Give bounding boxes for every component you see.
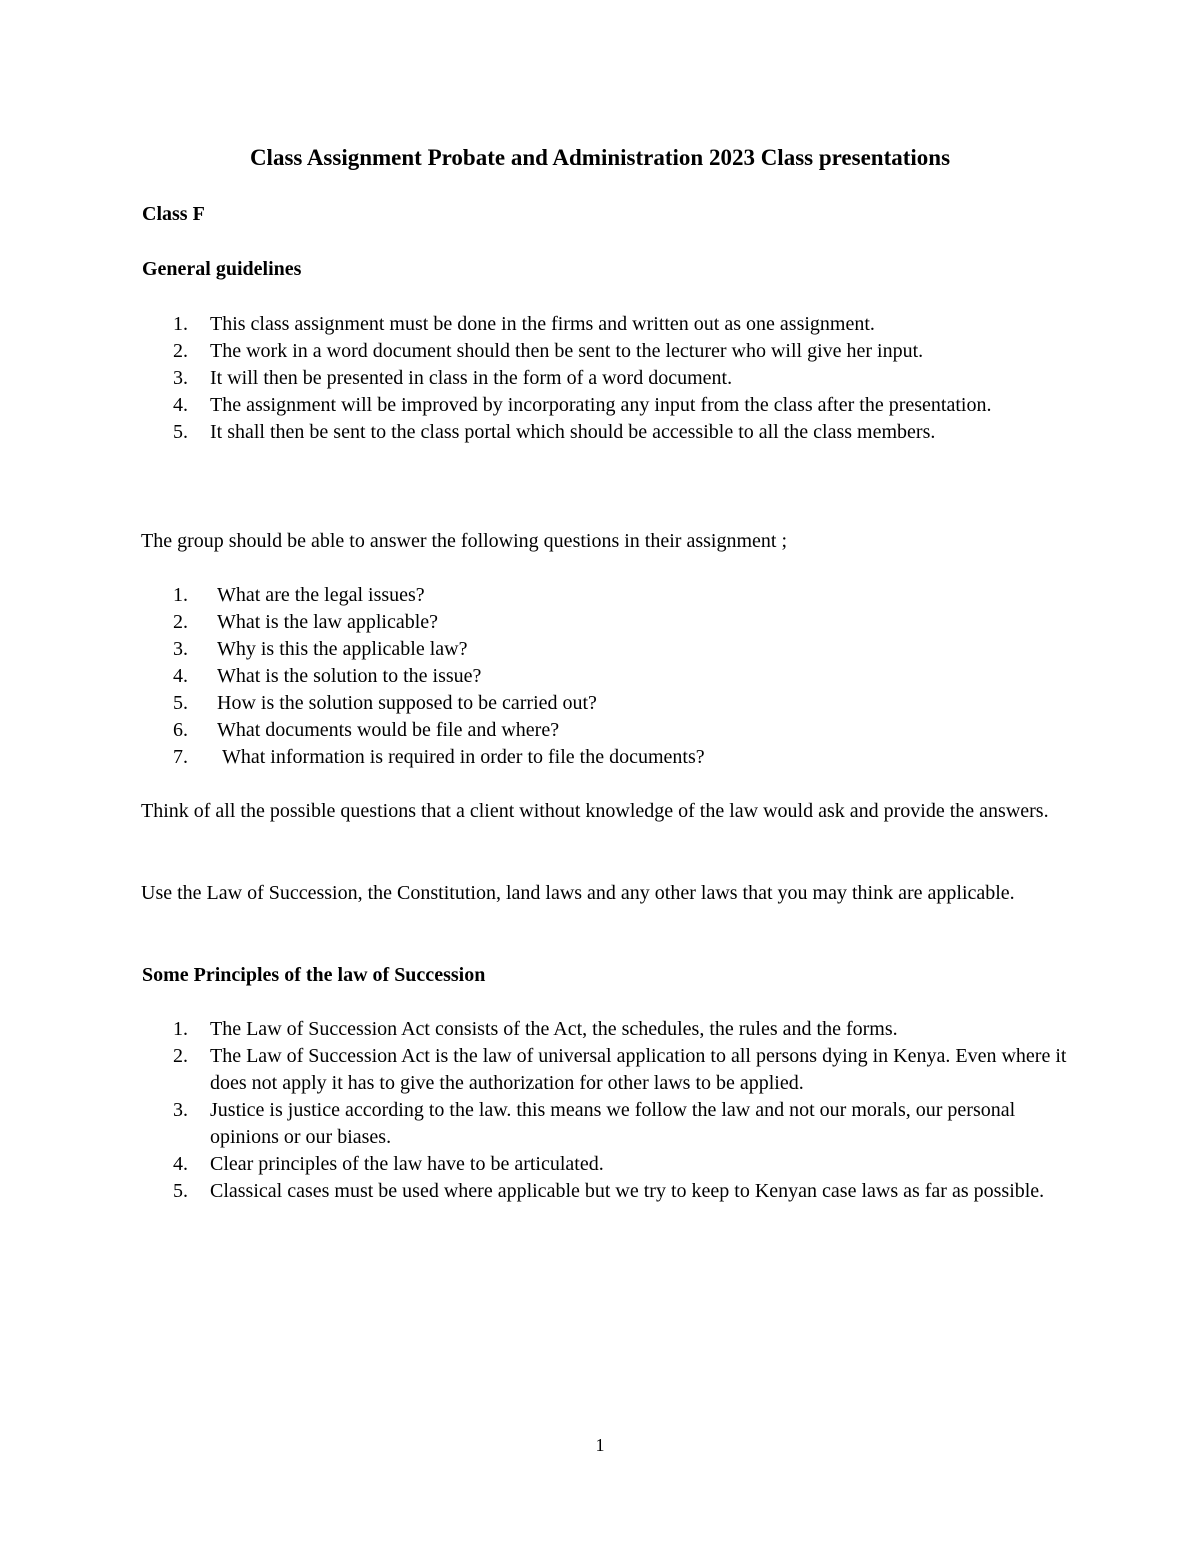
class-label: Class F bbox=[142, 203, 205, 225]
list-number: 3. bbox=[173, 367, 188, 389]
guideline-item bbox=[0, 392, 1070, 419]
principle-item bbox=[0, 1043, 1070, 1097]
list-item-text: Justice is justice according to the law. this means we follow the law and not our morals, our personal opinions or our biases. bbox=[210, 1099, 1016, 1148]
guidelines-list bbox=[0, 311, 1070, 446]
list-item-text: It shall then be sent to the class portal which should be accessible to all the class members. bbox=[210, 421, 936, 443]
question-item bbox=[0, 690, 1082, 717]
list-number: 3. bbox=[173, 638, 188, 660]
list-number: 2. bbox=[173, 611, 188, 633]
question-item bbox=[0, 663, 1082, 690]
list-item-text: What information is required in order to file the documents? bbox=[222, 746, 705, 768]
list-item-text: Classical cases must be used where applicable but we try to keep to Kenyan case laws as far as possible. bbox=[210, 1180, 1045, 1202]
principle-item bbox=[0, 1016, 1070, 1043]
question-item bbox=[0, 717, 1082, 744]
list-item-text: What documents would be file and where? bbox=[217, 719, 560, 741]
list-number: 1. bbox=[173, 1018, 188, 1040]
list-number: 4. bbox=[173, 1153, 188, 1175]
principles-heading: Some Principles of the law of Succession bbox=[142, 964, 486, 986]
think-paragraph: Think of all the possible questions that a client without knowledge of the law would ask and provide the answers. bbox=[141, 800, 1049, 822]
list-number: 1. bbox=[173, 313, 188, 335]
list-item-text: It will then be presented in class in the form of a word document. bbox=[210, 367, 733, 389]
list-number: 1. bbox=[173, 584, 188, 606]
list-item-text: What is the solution to the issue? bbox=[217, 665, 482, 687]
list-number: 4. bbox=[173, 394, 188, 416]
list-number: 5. bbox=[173, 421, 188, 443]
list-item-text: Why is this the applicable law? bbox=[217, 638, 468, 660]
question-item bbox=[0, 582, 1082, 609]
guideline-item bbox=[0, 419, 1070, 446]
list-number: 5. bbox=[173, 1180, 188, 1202]
questions-intro: The group should be able to answer the following questions in their assignment ; bbox=[141, 530, 787, 552]
list-item-text: Clear principles of the law have to be articulated. bbox=[210, 1153, 604, 1175]
principles-list bbox=[0, 1016, 1070, 1205]
list-item-text: What are the legal issues? bbox=[217, 584, 425, 606]
list-item-text: This class assignment must be done in the firms and written out as one assignment. bbox=[210, 313, 875, 335]
question-item bbox=[0, 636, 1082, 663]
use-paragraph: Use the Law of Succession, the Constitution, land laws and any other laws that you may think are applicable. bbox=[141, 882, 1015, 904]
list-item-text: The assignment will be improved by incorporating any input from the class after the presentation. bbox=[210, 394, 992, 416]
guideline-item bbox=[0, 338, 1070, 365]
guideline-item bbox=[0, 365, 1070, 392]
question-item bbox=[0, 609, 1082, 636]
list-number: 2. bbox=[173, 1045, 188, 1067]
list-number: 7. bbox=[173, 746, 188, 768]
guideline-item bbox=[0, 311, 1070, 338]
list-number: 5. bbox=[173, 692, 188, 714]
list-number: 6. bbox=[173, 719, 188, 741]
principle-item bbox=[0, 1178, 1070, 1205]
guidelines-heading: General guidelines bbox=[142, 258, 302, 280]
list-item-text: The Law of Succession Act is the law of universal application to all persons dying in Kenya. Even where it does not apply it has to give the authorization for other laws to be applied. bbox=[210, 1045, 1067, 1094]
list-number: 4. bbox=[173, 665, 188, 687]
questions-list bbox=[0, 582, 1082, 771]
principle-item bbox=[0, 1097, 1070, 1151]
list-number: 2. bbox=[173, 340, 188, 362]
list-item-text: What is the law applicable? bbox=[217, 611, 439, 633]
question-item bbox=[0, 744, 1082, 771]
list-item-text: The work in a word document should then be sent to the lecturer who will give her input. bbox=[210, 340, 924, 362]
document-title: Class Assignment Probate and Administration 2023 Class presentations bbox=[249, 145, 951, 170]
page-number: 1 bbox=[595, 1435, 605, 1455]
principle-item bbox=[0, 1151, 1070, 1178]
list-number: 3. bbox=[173, 1099, 188, 1121]
list-item-text: How is the solution supposed to be carried out? bbox=[217, 692, 597, 714]
list-item-text: The Law of Succession Act consists of the Act, the schedules, the rules and the forms. bbox=[210, 1018, 898, 1040]
